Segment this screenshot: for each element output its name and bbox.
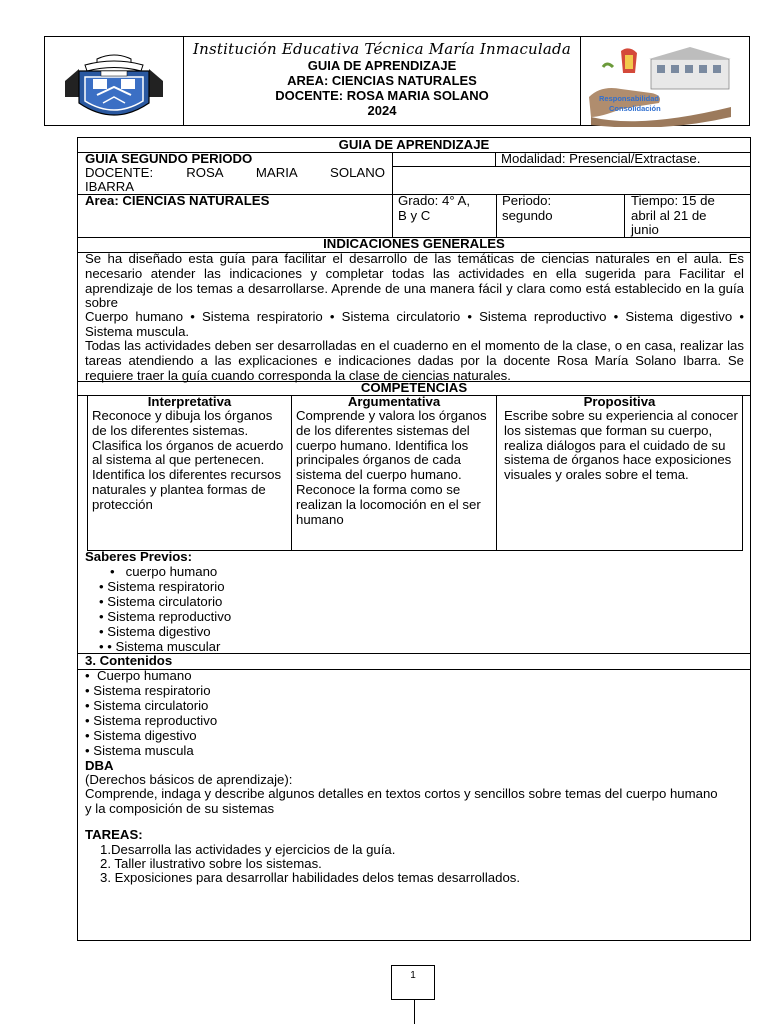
school-crest-cell <box>45 37 184 125</box>
institution-logo-icon <box>581 37 749 127</box>
task-item: 2. Taller ilustrativo sobre los sistemas. <box>100 856 322 871</box>
header-line-guide: GUIA DE APRENDIZAJE <box>307 58 457 73</box>
instructions-paragraph-2: Todas las actividades deben ser desarrolladas en el cuaderno en el momento de la clase, o en casa, realizar las tareas atendiendo a las explicaciones e indicaciones dadas por la docente Rosa María Solano Ibarra. Se requiere traer la guía cuando corresponda la clase de ciencias naturales. <box>85 338 744 383</box>
competencies-heading: COMPETENCIAS <box>360 380 468 395</box>
time-text-3: junio <box>631 222 659 237</box>
col-divider <box>624 194 625 237</box>
competency-title-interpretativa: Interpretativa <box>147 394 232 409</box>
col-divider <box>496 395 497 551</box>
header-line-area: AREA: CIENCIAS NATURALES <box>287 73 477 88</box>
time-text: Tiempo: 15 de <box>631 193 715 208</box>
grade-text: Grado: 4° A, <box>398 193 470 208</box>
col-divider <box>496 194 497 237</box>
content-item: • Cuerpo humano <box>85 668 192 683</box>
content-item: • Sistema digestivo <box>85 728 197 743</box>
prior-knowledge-item: • • Sistema muscular <box>99 639 221 654</box>
content-item: • Sistema muscula <box>85 743 194 758</box>
instructions-topics: Cuerpo humano • Sistema respiratorio • Sistema circulatorio • Sistema reproductivo • Sistema digestivo • Sistema muscula. <box>85 309 744 339</box>
dba-heading: DBA <box>85 758 114 773</box>
teacher-line-2: IBARRA <box>85 179 135 194</box>
learning-guide-table <box>77 137 751 941</box>
competency-text-interpretativa: Reconoce y dibuja los órganos de los diferentes sistemas. Clasifica los órganos de acuerdo al sistema al que pertenecen. Identifica los diferentes recursos naturales y plantea formas de protección <box>92 408 284 512</box>
instructions-paragraph-1: Se ha diseñado esta guía para facilitar el desarrollo de las temáticas de ciencias naturales en el aula. Es necesario atender las indicaciones y completar todas las actividades en ella sugerida para Facilitar el aprendizaje de los temas a desarrollarse. Aprende de una manera fácil y clara como está establecido en la guía sobre <box>85 251 744 311</box>
page-number: 1 <box>410 970 416 981</box>
dba-text: Comprende, indaga y describe algunos detalles en textos cortos y sencillos sobre temas del cuerpo humano y la composición de su sistemas <box>85 786 718 816</box>
period-label: GUIA SEGUNDO PERIODO <box>85 151 253 166</box>
page-number-box <box>391 965 435 1000</box>
prior-knowledge-item: • cuerpo humano <box>110 564 218 579</box>
content-item: • Sistema respiratorio <box>85 683 211 698</box>
time-text-2: abril al 21 de <box>631 208 707 223</box>
grade-text-2: B y C <box>398 208 431 223</box>
content-item: • Sistema reproductivo <box>85 713 218 728</box>
competency-text-argumentativa: Comprende y valora los órganos de los diferentes sistemas del cuerpo humano. Identifica los principales órganos de cada sistema del cuerpo humano. Reconoce la forma como se realizan la locomoción en el ser humano <box>296 408 487 527</box>
period-text-2: segundo <box>502 208 553 223</box>
modality-text: Modalidad: Presencial/Extractase. <box>501 151 701 166</box>
prior-knowledge-item: • Sistema circulatorio <box>99 594 223 609</box>
task-item: 1.Desarrolla las actividades y ejercicios de la guía. <box>100 842 396 857</box>
header-title-block <box>183 37 581 118</box>
col-divider <box>742 395 743 551</box>
institution-name: Institución Educativa Técnica María Inmaculada <box>193 40 571 58</box>
header-line-year: 2024 <box>367 103 397 118</box>
document-header <box>44 36 750 126</box>
period-text: Periodo: <box>502 193 552 208</box>
institution-logo-cell <box>580 37 749 125</box>
general-instructions-heading: INDICACIONES GENERALES <box>323 236 505 251</box>
col-divider <box>87 395 88 551</box>
task-item: 3. Exposiciones para desarrollar habilidades delos temas desarrollados. <box>100 870 521 885</box>
prior-knowledge-item: • Sistema reproductivo <box>99 609 232 624</box>
competency-title-propositiva: Propositiva <box>583 394 656 409</box>
logo-text-consolidacion: Consolidación <box>609 104 661 113</box>
col-divider <box>392 152 393 237</box>
area-label: Area: CIENCIAS NATURALES <box>85 193 270 208</box>
guide-title: GUIA DE APRENDIZAJE <box>338 137 490 152</box>
logo-text-responsabilidad: Responsabilidad <box>599 94 660 103</box>
col-divider <box>495 152 496 167</box>
contents-heading: 3. Contenidos <box>85 653 173 668</box>
school-crest-icon <box>45 37 183 127</box>
dba-subtitle: (Derechos básicos de aprendizaje): <box>85 772 293 787</box>
teacher-line: DOCENTE: ROSA MARIA SOLANO <box>85 165 385 180</box>
content-item: • Sistema circulatorio <box>85 698 209 713</box>
competency-title-argumentativa: Argumentativa <box>347 394 441 409</box>
header-line-teacher: DOCENTE: ROSA MARIA SOLANO <box>275 88 489 103</box>
col-divider <box>291 395 292 551</box>
prior-knowledge-item: • Sistema digestivo <box>99 624 211 639</box>
page-marker-line <box>414 1000 415 1024</box>
prior-knowledge-heading: Saberes Previos: <box>85 549 193 564</box>
prior-knowledge-item: • Sistema respiratorio <box>99 579 225 594</box>
tasks-heading: TAREAS: <box>85 827 143 842</box>
competency-text-propositiva: Escribe sobre su experiencia al conocer los sistemas que forman su cuerpo, realiza diálogos para el cuidado de su sistema de órganos hace exposiciones visuales y orales sobre el tema. <box>504 408 738 483</box>
